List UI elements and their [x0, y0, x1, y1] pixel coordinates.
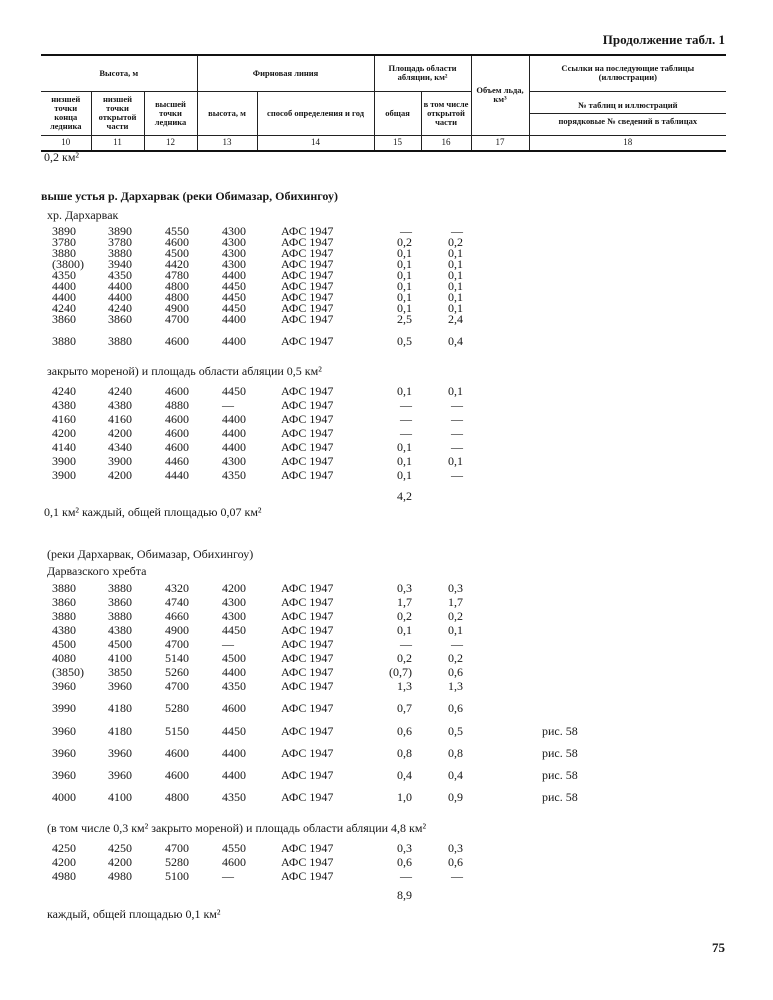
cell-ablation-total: 0,4: [397, 768, 412, 782]
cell-highest: 4900: [165, 301, 189, 315]
header-ice-volume: Объем льда, км³: [471, 55, 529, 135]
cell-ablation-total: 0,1: [397, 384, 412, 398]
cell-lowest-end: 4200: [52, 855, 76, 869]
cell-ablation-open: 0,1: [448, 623, 463, 637]
cell-firn-method: АФС 1947: [281, 665, 334, 679]
cell-ablation-total: (0,7): [389, 665, 412, 679]
cell-firn-height: 4550: [222, 841, 246, 855]
cell-firn-method: АФС 1947: [281, 581, 334, 595]
cell-lowest-open: 4380: [108, 623, 132, 637]
cell-ablation-open: 0,1: [448, 384, 463, 398]
cell-firn-method: АФС 1947: [281, 651, 334, 665]
cell-lowest-open: 4240: [108, 384, 132, 398]
cell-highest: 4600: [165, 426, 189, 440]
cell-lowest-open: 3900: [108, 454, 132, 468]
cell-ablation-total: 0,2: [397, 609, 412, 623]
cell-firn-height: 4450: [222, 384, 246, 398]
cell-reference: рис. 58: [542, 790, 578, 804]
note-text: 0,2 км²: [44, 150, 80, 164]
cell-ablation-open: 0,5: [448, 724, 463, 738]
cell-firn-height: 4300: [222, 246, 246, 260]
cell-lowest-end: 4980: [52, 869, 76, 883]
cell-ablation-total: 0,7: [397, 701, 412, 715]
cell-firn-method: АФС 1947: [281, 746, 334, 760]
cell-firn-method: АФС 1947: [281, 609, 334, 623]
cell-ablation-total: 0,1: [397, 290, 412, 304]
cell-lowest-end: 3880: [52, 246, 76, 260]
cell-lowest-end: 3880: [52, 334, 76, 348]
page-number: 75: [712, 940, 725, 955]
cell-reference: рис. 58: [542, 768, 578, 782]
cell-firn-method: АФС 1947: [281, 679, 334, 693]
cell-firn-method: АФС 1947: [281, 334, 334, 348]
cell-lowest-end: 3860: [52, 595, 76, 609]
cell-highest: 5150: [165, 724, 189, 738]
cell-lowest-end: 4240: [52, 384, 76, 398]
cell-highest: 4600: [165, 412, 189, 426]
cell-firn-method: АФС 1947: [281, 623, 334, 637]
section-heading: (реки Дархарвак, Обимазар, Обихингоу): [47, 547, 254, 561]
cell-firn-height: 4400: [222, 268, 246, 282]
cell-firn-method: АФС 1947: [281, 790, 334, 804]
cell-firn-height: 4400: [222, 440, 246, 454]
cell-lowest-end: 4140: [52, 440, 76, 454]
subsection-label: Дарвазского хребта: [47, 564, 147, 578]
cell-highest: 5140: [165, 651, 189, 665]
cell-firn-height: 4350: [222, 790, 246, 804]
cell-ablation-total: 0,2: [397, 235, 412, 249]
cell-lowest-open: 3940: [108, 257, 132, 271]
cell-ablation-open: 0,8: [448, 746, 463, 760]
cell-firn-method: АФС 1947: [281, 398, 334, 412]
cell-lowest-end: 3890: [52, 224, 76, 238]
cell-ablation-open: —: [451, 440, 463, 454]
cell-firn-method: АФС 1947: [281, 768, 334, 782]
cell-lowest-open: 3890: [108, 224, 132, 238]
cell-lowest-end: 3990: [52, 701, 76, 715]
cell-reference: рис. 58: [542, 724, 578, 738]
cell-firn-height: 4300: [222, 595, 246, 609]
cell-ablation-total: —: [400, 637, 412, 651]
cell-ablation-open: —: [451, 869, 463, 883]
cell-ablation-total: 0,8: [397, 746, 412, 760]
cell-firn-method: АФС 1947: [281, 454, 334, 468]
cell-ablation-open: 0,4: [448, 334, 463, 348]
cell-lowest-open: 4400: [108, 279, 132, 293]
col-num: 10: [41, 135, 91, 151]
cell-firn-method: АФС 1947: [281, 384, 334, 398]
cell-lowest-open: 4400: [108, 290, 132, 304]
cell-lowest-open: 4200: [108, 426, 132, 440]
cell-ablation-total: 0,1: [397, 246, 412, 260]
cell-lowest-open: 3880: [108, 246, 132, 260]
cell-firn-method: АФС 1947: [281, 468, 334, 482]
header-ref-nums: № таблиц и иллюстраций: [530, 98, 727, 114]
cell-firn-height: 4600: [222, 701, 246, 715]
cell-firn-height: 4400: [222, 746, 246, 760]
cell-ablation-total: 0,1: [397, 454, 412, 468]
cell-firn-height: 4400: [222, 768, 246, 782]
cell-lowest-end: 4350: [52, 268, 76, 282]
cell-lowest-open: 4180: [108, 701, 132, 715]
cell-lowest-open: 3960: [108, 679, 132, 693]
cell-ablation-total: —: [400, 412, 412, 426]
cell-highest: 4460: [165, 454, 189, 468]
cell-firn-height: —: [222, 637, 234, 651]
cell-lowest-end: 4250: [52, 841, 76, 855]
cell-firn-height: 4300: [222, 257, 246, 271]
cell-ablation-open: 0,6: [448, 701, 463, 715]
cell-highest: 4600: [165, 384, 189, 398]
cell-highest: 4800: [165, 290, 189, 304]
cell-ablation-open: 1,3: [448, 679, 463, 693]
note-text: закрыто мореной) и площадь области абляции 0,5 км²: [47, 364, 322, 378]
cell-lowest-end: 3900: [52, 468, 76, 482]
cell-ablation-total: 0,6: [397, 724, 412, 738]
cell-highest: 4420: [165, 257, 189, 271]
cell-firn-height: 4400: [222, 665, 246, 679]
cell-lowest-open: 3960: [108, 746, 132, 760]
cell-highest: 4800: [165, 790, 189, 804]
cell-ablation-total: 0,1: [397, 257, 412, 271]
cell-ablation-total: 0,1: [397, 440, 412, 454]
cell-firn-method: АФС 1947: [281, 224, 334, 238]
col-num: 11: [91, 135, 144, 151]
cell-lowest-open: 4250: [108, 841, 132, 855]
cell-lowest-open: 4380: [108, 398, 132, 412]
header-ref-order: порядковые № сведений в таблицах: [558, 115, 698, 126]
cell-firn-method: АФС 1947: [281, 257, 334, 271]
cell-lowest-end: 3880: [52, 581, 76, 595]
cell-firn-method: АФС 1947: [281, 290, 334, 304]
cell-lowest-open: 4340: [108, 440, 132, 454]
cell-ablation-open: 0,6: [448, 665, 463, 679]
cell-lowest-open: 4160: [108, 412, 132, 426]
cell-lowest-end: 4400: [52, 279, 76, 293]
cell-highest: 4600: [165, 440, 189, 454]
cell-lowest-end: 4200: [52, 426, 76, 440]
cell-highest: 4700: [165, 679, 189, 693]
cell-lowest-end: 3960: [52, 679, 76, 693]
cell-ablation-total: 0,2: [397, 651, 412, 665]
cell-lowest-end: 4500: [52, 637, 76, 651]
cell-lowest-open: 4350: [108, 268, 132, 282]
cell-ablation-open: —: [451, 224, 463, 238]
cell-highest: 4660: [165, 609, 189, 623]
cell-firn-height: 4450: [222, 290, 246, 304]
cell-highest: 4800: [165, 279, 189, 293]
cell-ablation-open: —: [451, 468, 463, 482]
cell-ablation-open: —: [451, 412, 463, 426]
cell-ablation-total: 0,1: [397, 301, 412, 315]
col-num: 18: [529, 135, 726, 151]
cell-lowest-end: 4000: [52, 790, 76, 804]
cell-firn-height: —: [222, 398, 234, 412]
cell-lowest-end: 3860: [52, 312, 76, 326]
cell-firn-height: 4600: [222, 855, 246, 869]
cell-firn-height: 4500: [222, 651, 246, 665]
cell-ablation-total: 1,7: [397, 595, 412, 609]
header-abl-total: общая: [374, 91, 421, 135]
cell-firn-height: 4450: [222, 724, 246, 738]
cell-firn-method: АФС 1947: [281, 855, 334, 869]
cell-highest: 4320: [165, 581, 189, 595]
cell-ablation-open: 0,9: [448, 790, 463, 804]
cell-firn-method: АФС 1947: [281, 312, 334, 326]
cell-firn-height: —: [222, 869, 234, 883]
note-text: (в том числе 0,3 км² закрыто мореной) и площадь области абляции 4,8 км²: [47, 821, 427, 835]
cell-ablation-open: 2,4: [448, 312, 463, 326]
cell-lowest-end: 4160: [52, 412, 76, 426]
note-text: 0,1 км² каждый, общей площадью 0,07 км²: [44, 505, 262, 519]
cell-ablation-open: 0,1: [448, 246, 463, 260]
cell-highest: 4740: [165, 595, 189, 609]
cell-ablation-open: —: [451, 398, 463, 412]
cell-highest: 5280: [165, 855, 189, 869]
cell-lowest-open: 4200: [108, 855, 132, 869]
cell-reference: рис. 58: [542, 746, 578, 760]
col-num: 13: [197, 135, 257, 151]
cell-lowest-end: 3960: [52, 724, 76, 738]
cell-firn-method: АФС 1947: [281, 279, 334, 293]
header-lowest-open: низшей точки открытой части: [91, 91, 144, 135]
header-firn-group: Фирновая линия: [197, 55, 374, 91]
cell-firn-method: АФС 1947: [281, 637, 334, 651]
cell-firn-height: 4350: [222, 468, 246, 482]
cell-lowest-open: 3960: [108, 768, 132, 782]
cell-lowest-end: 3960: [52, 768, 76, 782]
cell-lowest-open: 4980: [108, 869, 132, 883]
cell-highest: 4600: [165, 235, 189, 249]
cell-firn-method: АФС 1947: [281, 268, 334, 282]
cell-highest: 5280: [165, 701, 189, 715]
cell-firn-method: АФС 1947: [281, 246, 334, 260]
col-num: 16: [421, 135, 471, 151]
cell-lowest-end: 3880: [52, 609, 76, 623]
cell-lowest-open: 4200: [108, 468, 132, 482]
cell-lowest-open: 3880: [108, 334, 132, 348]
cell-ablation-total: 0,1: [397, 279, 412, 293]
header-firn-method: способ определения и год: [257, 91, 374, 135]
cell-highest: 4900: [165, 623, 189, 637]
cell-lowest-end: 4380: [52, 623, 76, 637]
cell-firn-height: 4450: [222, 301, 246, 315]
header-refs-group: Ссылки на последующие таблицы (иллюстрации): [529, 55, 726, 91]
cell-ablation-open: 0,1: [448, 268, 463, 282]
cell-highest: 4600: [165, 768, 189, 782]
cell-firn-method: АФС 1947: [281, 412, 334, 426]
cell-lowest-end: 4380: [52, 398, 76, 412]
cell-ablation-open: 0,1: [448, 257, 463, 271]
cell-ablation-open: 0,1: [448, 279, 463, 293]
subsection-label: хр. Дархарвак: [47, 208, 119, 222]
cell-lowest-end: 4400: [52, 290, 76, 304]
cell-firn-height: 4350: [222, 679, 246, 693]
cell-ablation-open: 0,3: [448, 581, 463, 595]
cell-ablation-open: 0,2: [448, 235, 463, 249]
cell-lowest-open: 3850: [108, 665, 132, 679]
continuation-label: Продолжение табл. 1: [602, 32, 725, 47]
cell-highest: 4600: [165, 746, 189, 760]
total-value: 8,9: [397, 888, 412, 902]
cell-lowest-end: (3800): [52, 257, 84, 271]
col-num: 17: [471, 135, 529, 151]
cell-ablation-total: 0,1: [397, 623, 412, 637]
cell-highest: 4700: [165, 637, 189, 651]
cell-lowest-open: 3880: [108, 609, 132, 623]
cell-ablation-open: 0,3: [448, 841, 463, 855]
table-header: [41, 54, 726, 152]
note-text: каждый, общей площадью 0,1 км²: [47, 907, 221, 921]
header-abl-open: в том числе открытой части: [421, 91, 471, 135]
cell-lowest-open: 3880: [108, 581, 132, 595]
cell-highest: 4700: [165, 841, 189, 855]
cell-lowest-open: 3860: [108, 312, 132, 326]
cell-firn-height: 4300: [222, 224, 246, 238]
cell-ablation-open: 0,1: [448, 301, 463, 315]
cell-firn-height: 4450: [222, 279, 246, 293]
cell-firn-height: 4400: [222, 334, 246, 348]
cell-firn-method: АФС 1947: [281, 301, 334, 315]
cell-ablation-total: 0,1: [397, 268, 412, 282]
cell-ablation-total: 0,6: [397, 855, 412, 869]
cell-firn-height: 4450: [222, 623, 246, 637]
cell-highest: 4600: [165, 334, 189, 348]
cell-highest: 4550: [165, 224, 189, 238]
cell-ablation-open: 1,7: [448, 595, 463, 609]
cell-lowest-end: 3960: [52, 746, 76, 760]
cell-ablation-total: 0,3: [397, 841, 412, 855]
cell-firn-method: АФС 1947: [281, 701, 334, 715]
cell-ablation-total: 0,3: [397, 581, 412, 595]
header-firn-height: высота, м: [197, 91, 257, 135]
cell-ablation-open: 0,1: [448, 454, 463, 468]
cell-ablation-total: 0,1: [397, 468, 412, 482]
cell-firn-method: АФС 1947: [281, 869, 334, 883]
cell-firn-height: 4400: [222, 412, 246, 426]
cell-highest: 4500: [165, 246, 189, 260]
total-value: 4,2: [397, 489, 412, 503]
cell-ablation-total: —: [400, 224, 412, 238]
cell-highest: 5260: [165, 665, 189, 679]
cell-lowest-end: 4240: [52, 301, 76, 315]
cell-ablation-total: 1,3: [397, 679, 412, 693]
cell-ablation-total: —: [400, 869, 412, 883]
cell-firn-method: АФС 1947: [281, 724, 334, 738]
cell-ablation-total: —: [400, 398, 412, 412]
cell-highest: 4700: [165, 312, 189, 326]
cell-ablation-open: 0,1: [448, 290, 463, 304]
header-ablation-group: Площадь области абляции, км²: [374, 55, 471, 91]
cell-ablation-open: 0,2: [448, 651, 463, 665]
cell-firn-height: 4400: [222, 312, 246, 326]
cell-lowest-open: 4100: [108, 790, 132, 804]
header-height-group: Высота, м: [41, 55, 197, 91]
cell-highest: 4880: [165, 398, 189, 412]
cell-ablation-total: 1,0: [397, 790, 412, 804]
cell-lowest-end: 3780: [52, 235, 76, 249]
cell-ablation-open: —: [451, 426, 463, 440]
col-num: 14: [257, 135, 374, 151]
cell-firn-height: 4400: [222, 426, 246, 440]
cell-highest: 5100: [165, 869, 189, 883]
cell-lowest-end: 4080: [52, 651, 76, 665]
cell-ablation-open: —: [451, 637, 463, 651]
col-num: 15: [374, 135, 421, 151]
cell-lowest-open: 4240: [108, 301, 132, 315]
cell-ablation-open: 0,4: [448, 768, 463, 782]
cell-lowest-end: 3900: [52, 454, 76, 468]
cell-lowest-open: 3780: [108, 235, 132, 249]
cell-ablation-total: —: [400, 426, 412, 440]
cell-firn-method: АФС 1947: [281, 440, 334, 454]
cell-lowest-open: 4500: [108, 637, 132, 651]
cell-lowest-open: 3860: [108, 595, 132, 609]
cell-firn-height: 4300: [222, 235, 246, 249]
cell-firn-method: АФС 1947: [281, 235, 334, 249]
cell-ablation-total: 0,5: [397, 334, 412, 348]
cell-ablation-open: 0,2: [448, 609, 463, 623]
cell-firn-height: 4300: [222, 454, 246, 468]
cell-ablation-open: 0,6: [448, 855, 463, 869]
cell-highest: 4440: [165, 468, 189, 482]
cell-highest: 4780: [165, 268, 189, 282]
cell-lowest-open: 4100: [108, 651, 132, 665]
col-num: 12: [144, 135, 197, 151]
header-highest: высшей точки ледника: [144, 91, 197, 135]
header-lowest-end: низшей точки конца ледника: [41, 91, 91, 135]
cell-lowest-end: (3850): [52, 665, 84, 679]
section-heading: выше устья р. Дархарвак (реки Обимазар, Обихингоу): [41, 189, 338, 203]
cell-firn-method: АФС 1947: [281, 595, 334, 609]
cell-firn-height: 4300: [222, 609, 246, 623]
cell-ablation-total: 2,5: [397, 312, 412, 326]
cell-lowest-open: 4180: [108, 724, 132, 738]
cell-firn-method: АФС 1947: [281, 426, 334, 440]
cell-firn-height: 4200: [222, 581, 246, 595]
cell-firn-method: АФС 1947: [281, 841, 334, 855]
